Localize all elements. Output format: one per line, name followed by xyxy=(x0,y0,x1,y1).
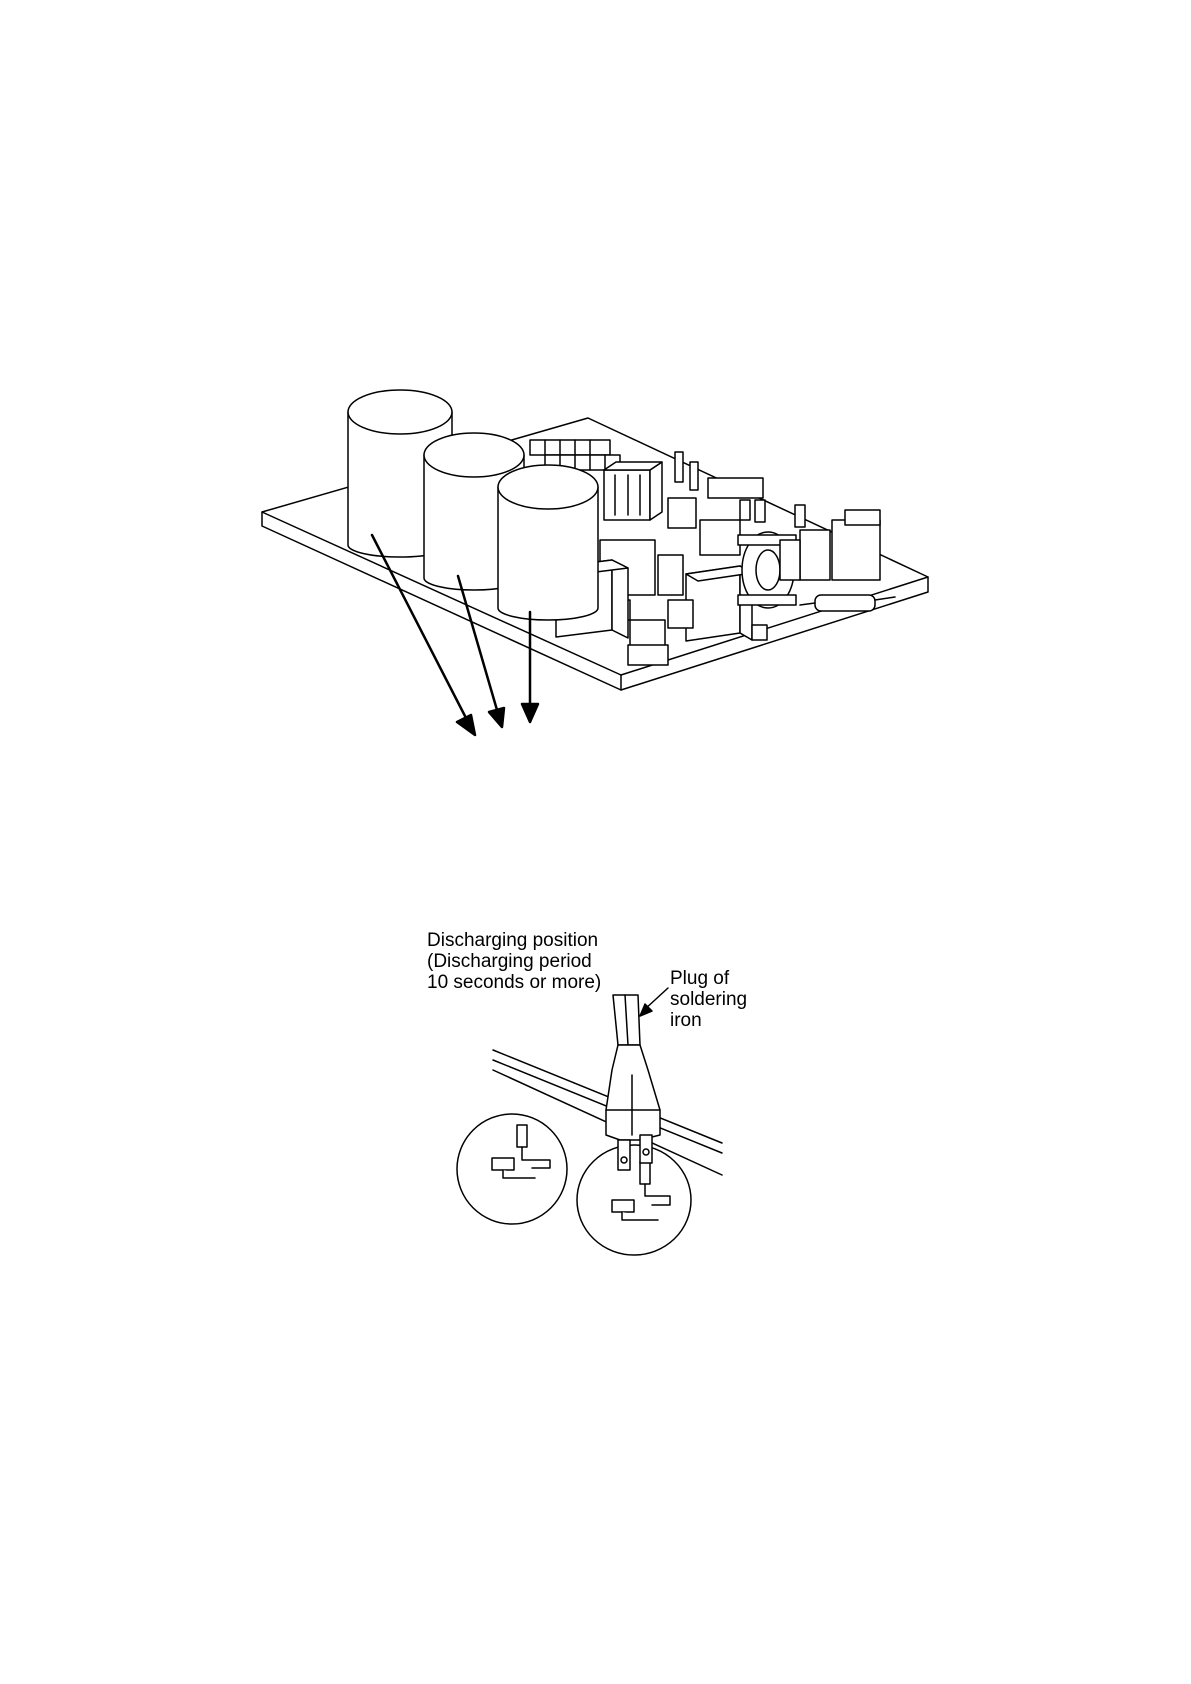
plug-label-line-1: Plug of xyxy=(670,968,730,989)
terminal-circle-right xyxy=(577,1145,691,1255)
plug-label-line-2: soldering xyxy=(670,989,748,1010)
soldering-iron-plug xyxy=(606,995,660,1170)
discharge-label-line-3: 10 seconds or more) xyxy=(427,972,602,993)
discharge-label-line-2: (Discharging period xyxy=(427,951,592,972)
discharging-position-label xyxy=(427,930,601,993)
plug-label-line-3: iron xyxy=(670,1010,702,1031)
plug-label-arrow xyxy=(640,988,668,1016)
plug-of-soldering-iron-label xyxy=(670,968,747,1031)
terminal-circle-left xyxy=(457,1114,567,1224)
discharge-label-line-1: Discharging position xyxy=(427,930,599,951)
